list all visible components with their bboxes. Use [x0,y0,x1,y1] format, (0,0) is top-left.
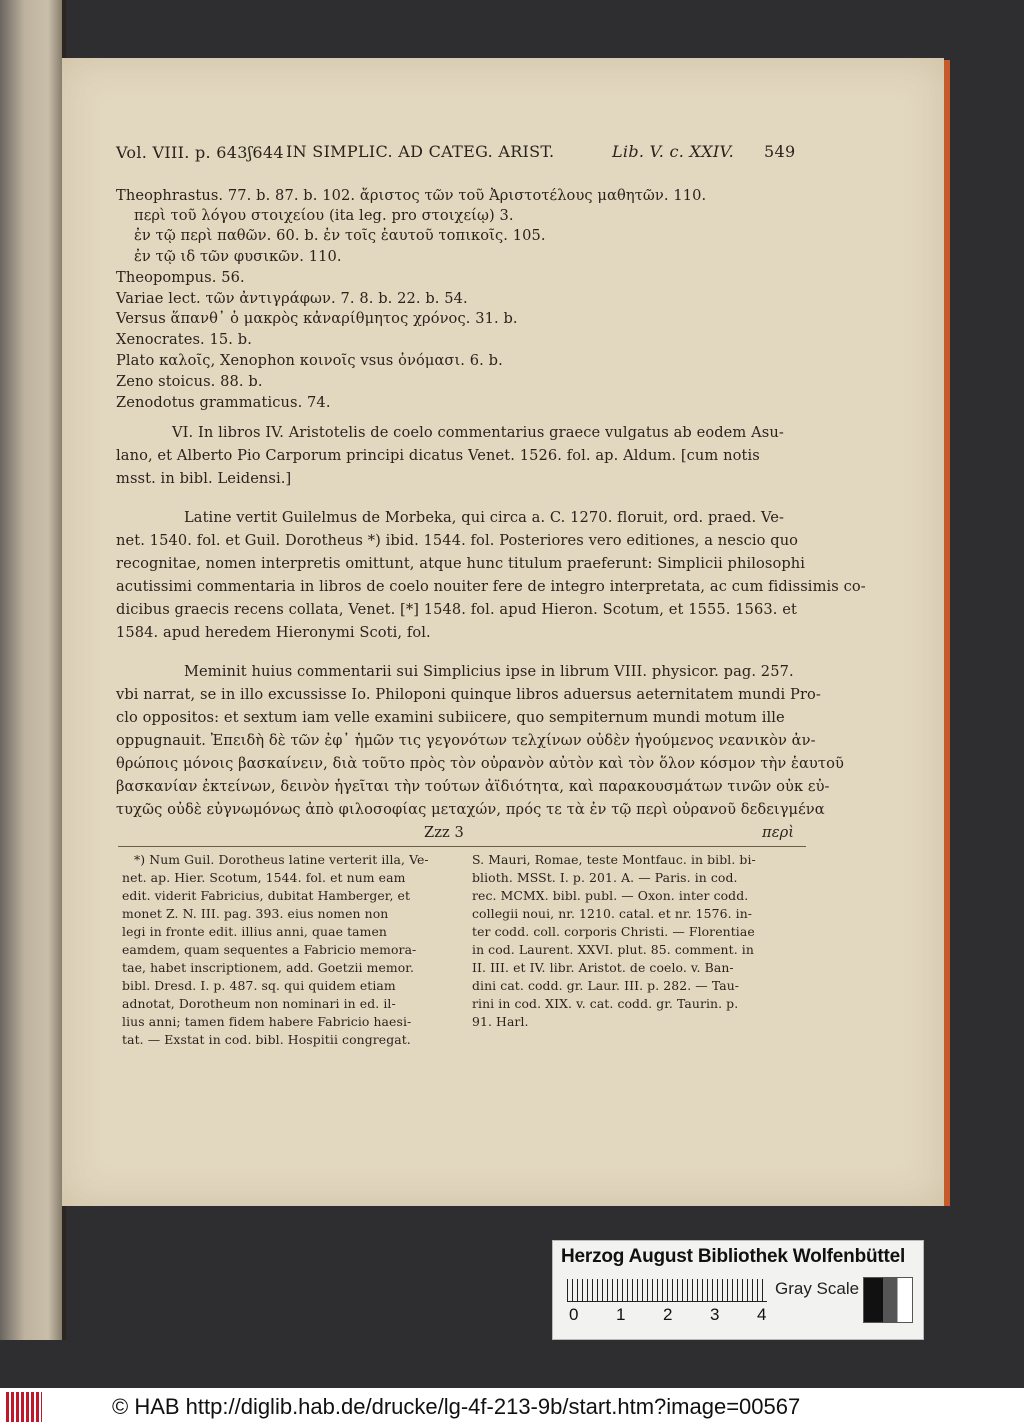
paragraph-line: dicibus graecis recens collata, Venet. [*] 1548. fol. apud Hieron. Scotum, et 1555. 1563. et [116,601,797,618]
paragraph-line: βασκανίαν ἐκτείνων, δεινὸν ἡγεῖται τὴν τούτων ἀϊδιότητα, καὶ παρακουσμάτων τινῶν οὐκ εὐ- [116,778,830,795]
footnote-line: lius anni; tamen fidem habere Fabricio haesi- [122,1014,412,1029]
paragraph-line: net. 1540. fol. et Guil. Dorotheus *) ibid. 1544. fol. Posteriores vero editiones, a nescio quo [116,532,799,549]
index-line: Zeno stoicus. 88. b. [116,373,263,390]
section-line: msst. in bibl. Leidensi.] [116,470,292,487]
index-line: Versus ἅπανθ᾽ ὁ μακρὸς κἀναρίθμητος χρόνος. 31. b. [116,310,518,327]
paragraph-line: Latine vertit Guilelmus de Morbeka, qui circa a. C. 1270. floruit, ord. praed. Ve- [184,509,785,526]
footnote-line: bibl. Dresd. I. p. 487. sq. qui quidem etiam [122,978,396,993]
footnote-line: edit. viderit Fabricius, dubitat Hamberger, et [122,888,411,903]
signature-mark: Zzz 3 [424,824,464,841]
footnote-line: ter codd. coll. corporis Christi. — Florentiae [472,924,755,939]
footnote-line: S. Mauri, Romae, teste Montfauc. in bibl. bi- [472,852,756,867]
running-head-ref: Lib. V. c. XXIV. [612,142,734,161]
gray-scale-label: Gray Scale [775,1279,860,1298]
index-line: περὶ τοῦ λόγου στοιχείου (ita leg. pro στοιχείῳ) 3. [134,207,514,224]
ruler-number: 3 [710,1305,720,1324]
paragraph-line: θρώποις μόνοις βασκαίνειν, διὰ τοῦτο πρὸς τὸν οὐρανὸν αὐτὸν καὶ τὸν ὅλον κόσμον τὴν ἑαυτοῦ [116,755,844,772]
footer-url-text: © HAB http://diglib.hab.de/drucke/lg-4f-213-9b/start.htm?image=00567 [112,1394,801,1419]
paragraph-line: recognitae, nomen interpretis omittunt, atque hunc titulum praeferunt: Simplicii philosophi [116,555,806,572]
page-number: 549 [764,142,796,161]
paragraph-line: vbi narrat, se in illo excussisse Io. Philoponi quinque libros aduersus aeternitatem mundi Pro- [116,686,821,703]
footnote-line: rini in cod. XIX. v. cat. codd. gr. Taurin. p. [472,996,739,1011]
footnote-line: dini cat. codd. gr. Laur. III. p. 282. — Tau- [472,978,740,993]
index-line: Theopompus. 56. [116,269,245,286]
page-red-edge [944,60,950,1206]
footnote-line: tae, habet inscriptionem, add. Goetzii memor. [122,960,415,975]
index-line: Plato καλοῖς, Xenophon κοινοῖς vsus ὀνόμασι. 6. b. [116,352,503,369]
index-line: Xenocrates. 15. b. [116,331,252,348]
footnote-line: rec. MCMX. bibl. publ. — Oxon. inter codd. [472,888,749,903]
paragraph-line: 1584. apud heredem Hieronymi Scoti, fol. [116,624,431,641]
footnote-line: collegii noui, nr. 1210. catal. et nr. 1576. in- [472,906,753,921]
index-line: Theophrastus. 77. b. 87. b. 102. ἄριστος τῶν τοῦ Ἀριστοτέλους μαθητῶν. 110. [116,187,707,204]
footer-bar [0,1388,1024,1428]
paragraph-line: clo oppositos: et sextum iam velle examini subiicere, quo sempiternum mundi motum ille [116,709,785,726]
footnote-line: legi in fronte edit. illius anni, quae tamen [122,924,388,939]
running-head-center: IN SIMPLIC. AD CATEG. ARIST. [286,142,555,161]
ruler-ticks [567,1279,767,1302]
ruler-number: 4 [757,1305,767,1324]
gray-scale-card [552,1240,924,1340]
library-name: Herzog August Bibliothek Wolfenbüttel [561,1246,906,1267]
index-line: ἐν τῷ περὶ παθῶν. 60. b. ἐν τοῖς ἑαυτοῦ τοπικοῖς. 105. [134,227,546,244]
footnote-line: eamdem, quam sequentes a Fabricio memora- [122,942,417,957]
index-line: Zenodotus grammaticus. 74. [116,394,331,411]
footnote-line: II. III. et IV. libr. Aristot. de coelo. v. Ban- [472,960,734,975]
footnote-line: in cod. Laurent. XXVI. plut. 85. comment. in [472,942,754,957]
catchword: περὶ [762,824,795,841]
footnote-line: blioth. MSSt. I. p. 201. A. — Paris. in cod. [472,870,738,885]
paragraph-line: acutissimi commentaria in libros de coelo nouiter fere de integro interpretata, ac cum fidissimis co- [116,578,866,595]
ruler-number: 1 [616,1305,626,1324]
ruler-number: 0 [569,1305,579,1324]
footnote-line: net. ap. Hier. Scotum, 1544. fol. et num eam [122,870,406,885]
index-line: Variae lect. τῶν ἀντιγράφων. 7. 8. b. 22. b. 54. [116,290,468,307]
paragraph-line: τυχῶς οὐδὲ εὐγνωμόνως ἀπὸ φιλοσοφίας μεταχών, πρός τε τὰ ἐν τῷ περὶ οὐρανοῦ δεδειγμένα [116,801,825,818]
running-head-left: Vol. VIII. p. 643ʃ644 [116,143,284,162]
footnote-line: monet Z. N. III. pag. 393. eius nomen non [122,906,389,921]
footnote-line: tat. — Exstat in cod. bibl. Hospitii congregat. [122,1032,411,1047]
paragraph-line: Meminit huius commentarii sui Simplicius ipse in librum VIII. physicor. pag. 257. [184,663,794,680]
paragraph-line: oppugnauit. Ἐπειδὴ δὲ τῶν ἐφ᾽ ἡμῶν τις γεγονότων τελχίνων οὐδὲν ἡγούμενος νεανικὸν ἀν- [116,732,816,749]
hab-logo-icon [6,1392,42,1422]
footnote-line: 91. Harl. [472,1014,529,1029]
gray-scale-swatch [863,1277,913,1323]
index-line: ἐν τῷ ιδ τῶν φυσικῶν. 110. [134,248,342,265]
footnote-line: *) Num Guil. Dorotheus latine verterit illa, Ve- [134,852,429,867]
ruler-number: 2 [663,1305,673,1324]
section-line: VI. In libros IV. Aristotelis de coelo commentarius graece vulgatus ab eodem Asu- [172,424,784,441]
footnote-line: adnotat, Dorotheum non nominari in ed. il- [122,996,396,1011]
footnote-rule [118,846,806,847]
section-line: lano, et Alberto Pio Carporum principi dicatus Venet. 1526. fol. ap. Aldum. [cum notis [116,447,760,464]
